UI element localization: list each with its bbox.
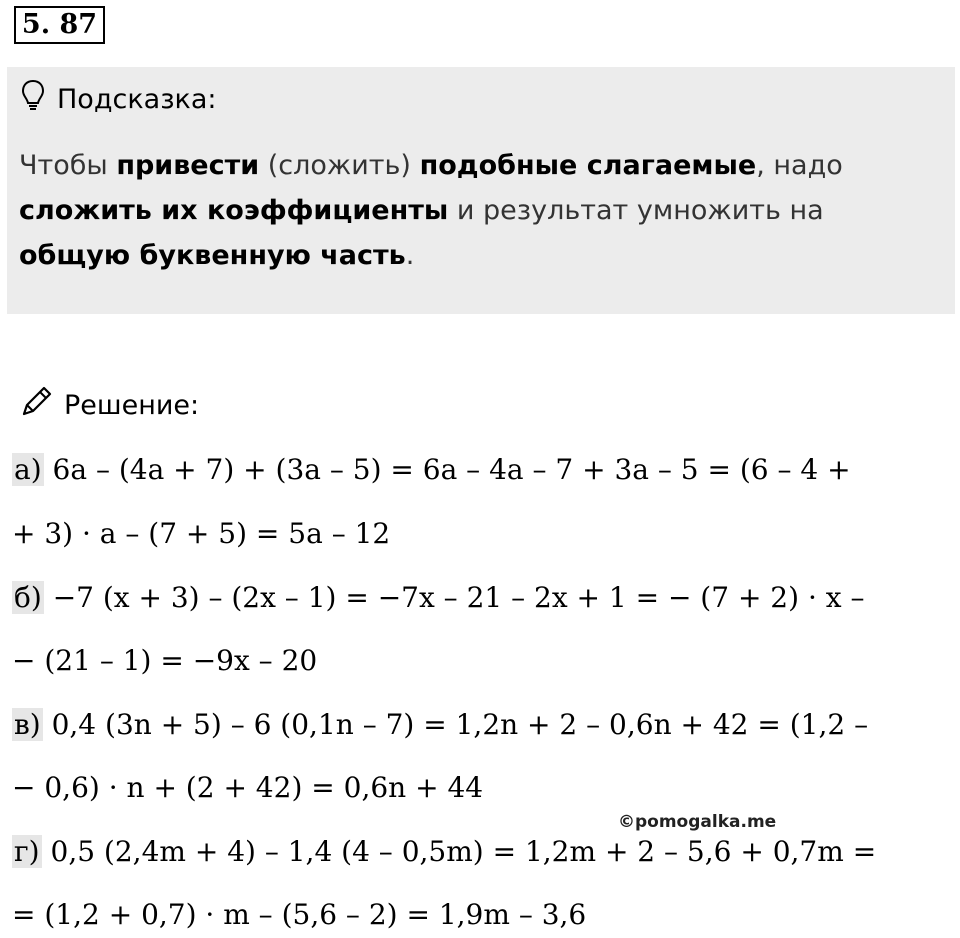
solution-expression: 6a – (4a + 7) + (3a – 5) = 6a – 4a – 7 + 3a – 5 = (6 – 4 + [52, 453, 851, 486]
hint-text-part: сложить их коэффициенты [19, 195, 449, 226]
hint-header [21, 79, 217, 119]
solution-line [12, 892, 947, 938]
solution-expression: = (1,2 + 0,7) · m – (5,6 – 2) = 1,9m – 3,6 [12, 898, 587, 931]
hint-title: Подсказка: [57, 83, 217, 115]
solution-expression: − (21 – 1) = −9x – 20 [12, 644, 318, 677]
solution-line [12, 511, 947, 557]
hint-text-part: (сложить) [259, 150, 420, 181]
solution-line [12, 765, 947, 811]
problem-number: 5. 87 [14, 6, 105, 44]
hint-box [7, 67, 955, 314]
pencil-icon [18, 384, 54, 427]
hint-text [19, 143, 939, 278]
hint-text-part: подобные слагаемые [419, 150, 757, 181]
solution-expression: 0,4 (3n + 5) – 6 (0,1n – 7) = 1,2n + 2 – 0,6n + 42 = (1,2 – [51, 708, 869, 741]
solution-line [12, 575, 947, 621]
solution-header [18, 385, 199, 425]
hint-text-part: и результат умножить на [448, 195, 824, 226]
item-label: в) [14, 708, 41, 741]
watermark: ©pomogalka.me [618, 812, 777, 832]
item-label: а) [14, 453, 42, 486]
lightbulb-icon [21, 79, 45, 120]
solution-line [12, 829, 947, 875]
solution-expression: − 0,6) · n + (2 + 42) = 0,6n + 44 [12, 771, 484, 804]
solution-line [12, 638, 947, 684]
hint-text-part: привести [116, 150, 260, 181]
solution-expression: + 3) · a – (7 + 5) = 5a – 12 [12, 517, 391, 550]
hint-text-part: Чтобы [19, 150, 117, 181]
solution-expression: 0,5 (2,4m + 4) – 1,4 (4 – 0,5m) = 1,2m + 2 – 5,6 + 0,7m = [50, 835, 877, 868]
solution-expression: −7 (x + 3) – (2x – 1) = −7x – 21 – 2x + 1 = − (7 + 2) · x – [52, 581, 865, 614]
item-label: г) [14, 835, 40, 868]
solution-title: Решение: [64, 389, 200, 421]
hint-text-part: , надо [756, 150, 843, 181]
item-label: б) [14, 581, 42, 614]
hint-text-part: общую буквенную часть [19, 240, 406, 271]
solution-line [12, 702, 947, 748]
hint-text-part: . [405, 240, 415, 271]
solution-line [12, 447, 947, 493]
